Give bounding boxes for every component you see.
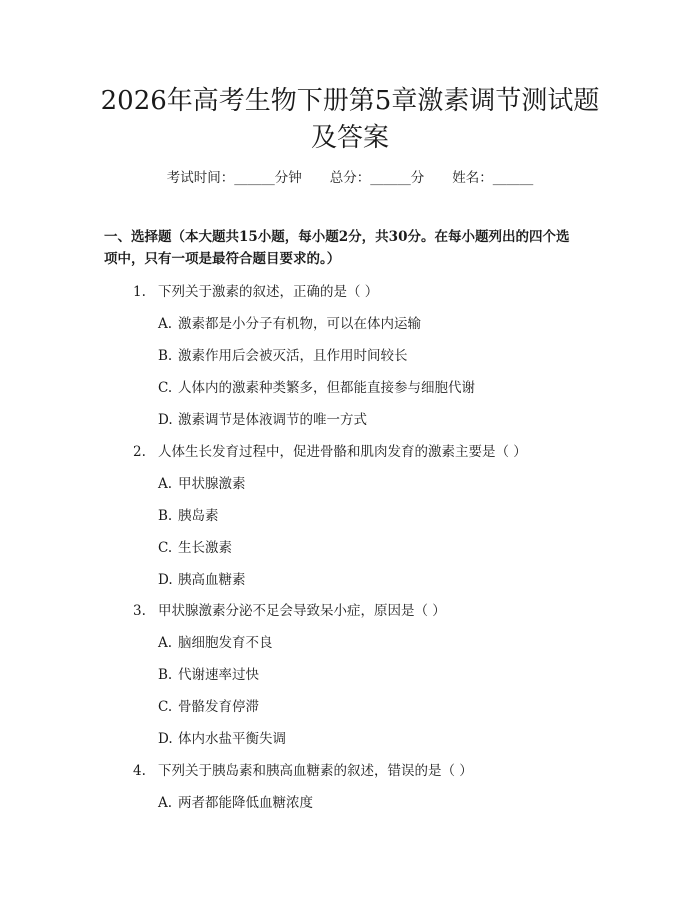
- question-1: [133, 282, 378, 302]
- question-text: 下列关于激素的叙述，正确的是（ ）: [158, 284, 379, 300]
- option-letter: B.: [158, 508, 173, 524]
- option-letter: C.: [158, 699, 173, 715]
- question-1-option-c: [158, 378, 475, 398]
- question-number: 1.: [133, 284, 146, 300]
- question-3-option-a: [158, 633, 273, 653]
- option-letter: A.: [158, 635, 173, 651]
- question-2-option-d: [158, 570, 246, 590]
- option-text: 人体内的激素种类繁多，但都能直接参与细胞代谢: [178, 380, 475, 396]
- question-text: 下列关于胰岛素和胰高血糖素的叙述，错误的是（ ）: [158, 763, 473, 779]
- option-letter: A.: [158, 476, 173, 492]
- option-letter: D.: [158, 412, 173, 428]
- option-text: 甲状腺激素: [178, 476, 246, 492]
- option-text: 胰高血糖素: [178, 572, 246, 588]
- option-text: 激素调节是体液调节的唯一方式: [178, 412, 367, 428]
- question-3: [133, 601, 446, 621]
- option-letter: B.: [158, 348, 173, 364]
- document-title-line-1: 2026年高考生物下册第5章激素调节测试题: [100, 86, 600, 116]
- option-letter: B.: [158, 667, 173, 683]
- option-text: 两者都能降低血糖浓度: [178, 795, 313, 811]
- option-text: 体内水盐平衡失调: [178, 731, 286, 747]
- question-number: 4.: [133, 763, 146, 779]
- exam-time-label: 考试时间：: [166, 170, 235, 186]
- student-name-blank: ______: [492, 170, 534, 186]
- option-text: 代谢速率过快: [178, 667, 259, 683]
- question-1-option-a: [158, 314, 421, 334]
- student-name-label: 姓名：: [452, 170, 493, 186]
- question-4: [133, 761, 473, 781]
- question-2: [133, 442, 527, 462]
- option-text: 生长激素: [178, 540, 232, 556]
- option-text: 胰岛素: [178, 508, 219, 524]
- question-1-option-d: [158, 410, 367, 430]
- question-4-option-a: [158, 793, 313, 813]
- question-1-option-b: [158, 346, 408, 366]
- option-letter: A.: [158, 795, 173, 811]
- option-text: 骨骼发育停滞: [178, 699, 259, 715]
- section-heading-line-1: 一、选择题（本大题共15小题，每小题2分，共30分。在每小题列出的四个选: [104, 229, 570, 245]
- total-score-blank: ______分: [370, 170, 425, 186]
- exam-info-row: [0, 168, 700, 188]
- option-text: 激素都是小分子有机物，可以在体内运输: [178, 316, 421, 332]
- question-number: 2.: [133, 444, 146, 460]
- question-number: 3.: [133, 603, 146, 619]
- total-score-label: 总分：: [329, 170, 371, 186]
- option-letter: D.: [158, 572, 173, 588]
- section-heading-line-2: 项中，只有一项是最符合题目要求的。）: [104, 251, 341, 267]
- option-letter: C.: [158, 540, 173, 556]
- question-2-option-b: [158, 506, 219, 526]
- document-title-line-2: 及答案: [310, 123, 389, 153]
- question-3-option-c: [158, 697, 259, 717]
- option-letter: D.: [158, 731, 173, 747]
- question-3-option-d: [158, 729, 286, 749]
- question-3-option-b: [158, 665, 259, 685]
- exam-time-blank: ______分钟: [234, 170, 302, 186]
- question-text: 人体生长发育过程中，促进骨骼和肌肉发育的激素主要是（ ）: [158, 444, 527, 460]
- option-text: 脑细胞发育不良: [178, 635, 273, 651]
- question-2-option-a: [158, 474, 246, 494]
- question-text: 甲状腺激素分泌不足会导致呆小症，原因是（ ）: [158, 603, 446, 619]
- question-2-option-c: [158, 538, 232, 558]
- option-letter: A.: [158, 316, 173, 332]
- option-text: 激素作用后会被灭活，且作用时间较长: [178, 348, 408, 364]
- option-letter: C.: [158, 380, 173, 396]
